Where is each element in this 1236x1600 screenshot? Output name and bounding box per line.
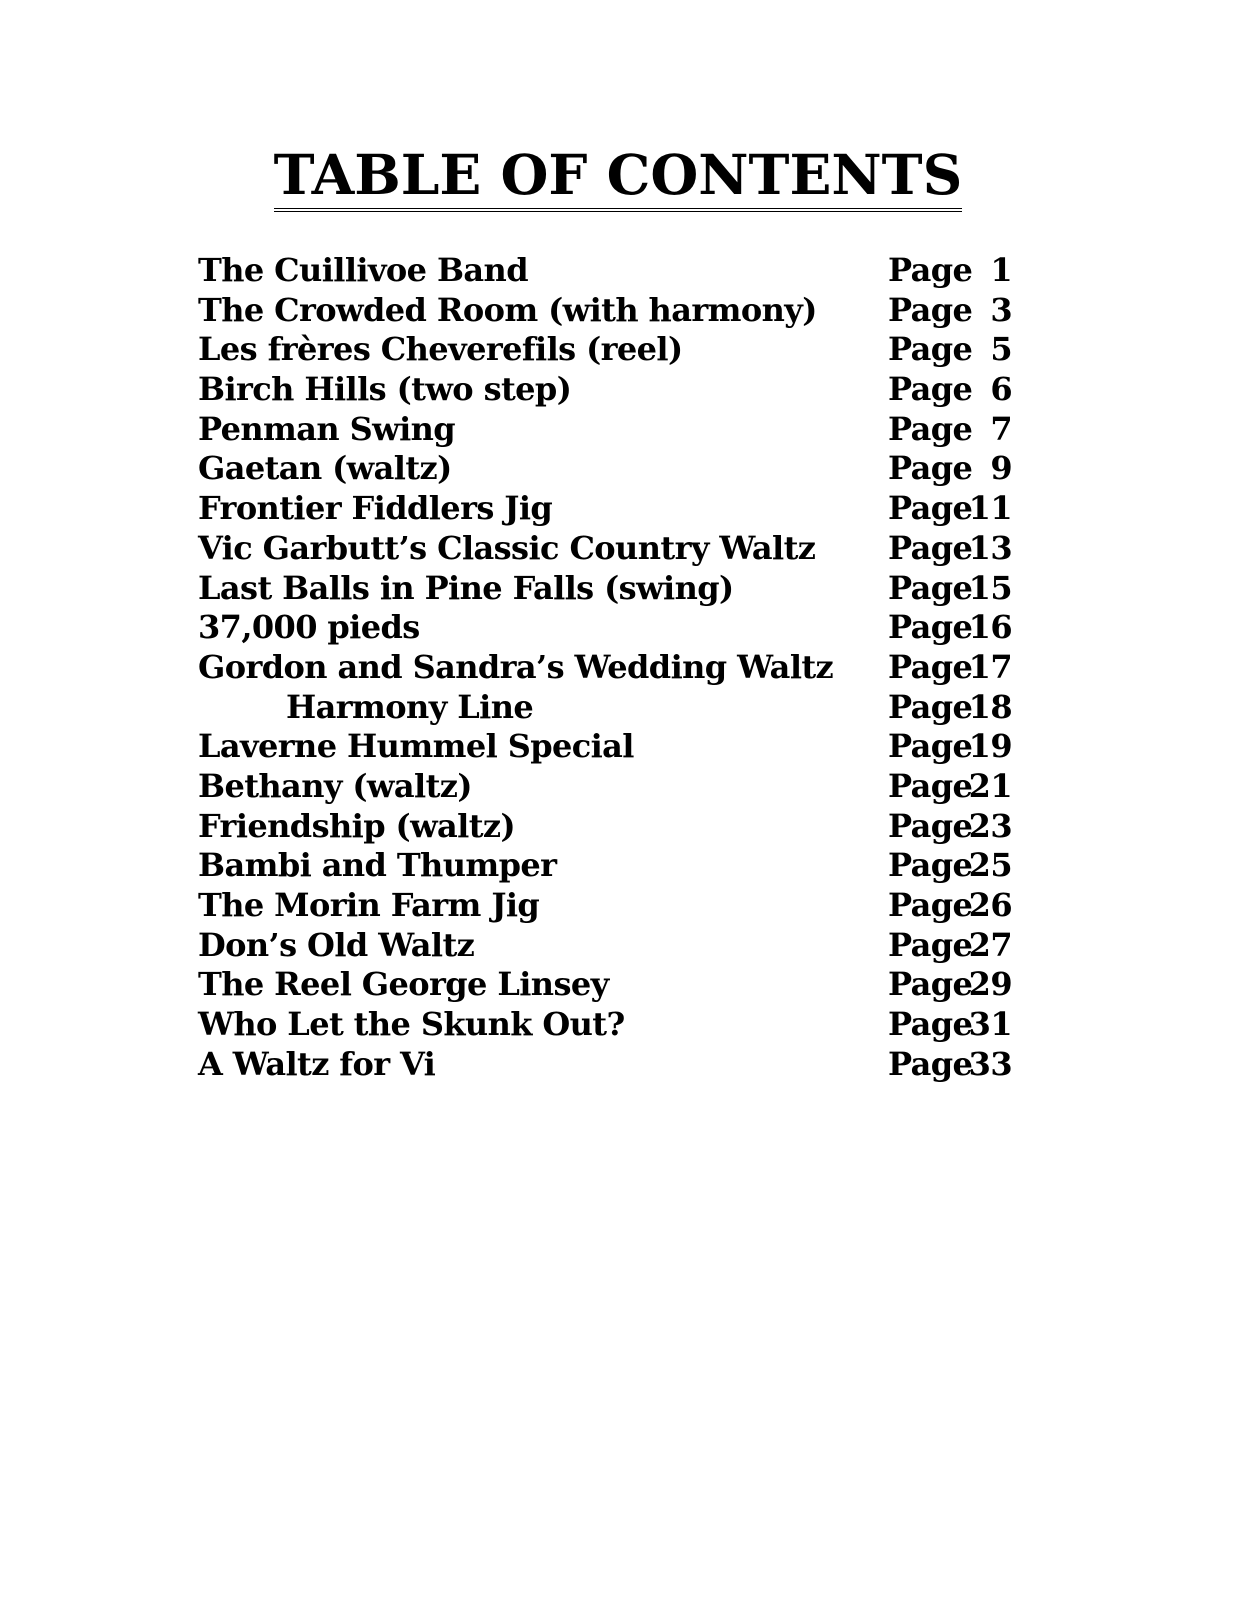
toc-page-label: Page <box>888 886 973 924</box>
toc-entry-title: Don’s Old Waltz <box>198 925 475 964</box>
toc-entry-sub <box>198 688 1018 728</box>
toc-entry-title: Frontier Fiddlers Jig <box>198 489 553 528</box>
toc-page-number: 6 <box>990 370 1012 409</box>
toc-entry <box>198 807 1018 847</box>
toc-page-number: 29 <box>968 965 1012 1004</box>
toc-page-number: 26 <box>968 886 1012 924</box>
toc-entry-title: The Morin Farm Jig <box>198 886 540 924</box>
toc-entry-title: Last Balls in Pine Falls (swing) <box>198 568 734 607</box>
toc-entry-title: 37,000 pieds <box>198 608 420 647</box>
toc-entry <box>198 449 1018 489</box>
toc-entry <box>198 1045 1018 1085</box>
toc-entry <box>198 846 1018 886</box>
toc-page-label: Page <box>888 727 973 766</box>
toc-page-number: 11 <box>968 489 1012 528</box>
toc-entry-title: Vic Garbutt’s Classic Country Waltz <box>198 528 816 567</box>
toc-page-label: Page <box>888 965 973 1004</box>
toc-page-number: 7 <box>990 409 1012 448</box>
toc-page-number: 21 <box>968 766 1012 805</box>
toc-page-number: 16 <box>968 608 1012 647</box>
toc-entry <box>198 648 1018 688</box>
toc-entry-title: Gordon and Sandra’s Wedding Waltz <box>198 647 834 686</box>
toc-page-number: 23 <box>968 806 1012 845</box>
toc-entry <box>198 489 1018 529</box>
toc-page-label: Page <box>888 330 973 369</box>
toc-entry <box>198 1005 1018 1045</box>
toc-page-number: 9 <box>990 449 1012 488</box>
toc-entry-title: The Crowded Room (with harmony) <box>198 290 817 329</box>
toc-page-number: 3 <box>990 290 1012 329</box>
toc-entry <box>198 569 1018 609</box>
toc-entry <box>198 529 1018 569</box>
toc-page-label: Page <box>888 290 973 329</box>
toc-page-label: Page <box>888 449 973 488</box>
toc-list <box>198 251 1018 1084</box>
toc-entry <box>198 886 1018 926</box>
toc-page-number: 17 <box>968 647 1012 686</box>
toc-page-label: Page <box>888 528 973 567</box>
toc-entry-title: Penman Swing <box>198 409 456 448</box>
toc-page-label: Page <box>888 647 973 686</box>
toc-entry <box>198 370 1018 410</box>
toc-page-label: Page <box>888 608 973 647</box>
toc-entry-title: Laverne Hummel Special <box>198 727 634 766</box>
toc-entry <box>198 291 1018 331</box>
toc-page-number: 13 <box>968 528 1012 567</box>
toc-page-number: 1 <box>990 251 1012 289</box>
toc-entry <box>198 727 1018 767</box>
toc-page-label: Page <box>888 846 973 885</box>
toc-entry-title: A Waltz for Vi <box>198 1044 436 1083</box>
toc-page-number: 5 <box>990 330 1012 369</box>
toc-page-label: Page <box>888 568 973 607</box>
toc-page-label: Page <box>888 687 973 726</box>
toc-page-label: Page <box>888 806 973 845</box>
toc-page-number: 18 <box>968 687 1012 726</box>
toc-page-label: Page <box>888 1044 973 1083</box>
toc-entry-title: The Reel George Linsey <box>198 965 609 1004</box>
toc-page-number: 27 <box>968 925 1012 964</box>
toc-page-label: Page <box>888 925 973 964</box>
toc-entry <box>198 767 1018 807</box>
toc-page-number: 15 <box>968 568 1012 607</box>
toc-page-number: 31 <box>968 1005 1012 1044</box>
toc-entry-title: Les frères Cheverefils (reel) <box>198 330 683 369</box>
toc-entry-title: Gaetan (waltz) <box>198 449 452 488</box>
toc-page-label: Page <box>888 489 973 528</box>
toc-entry-title: Friendship (waltz) <box>198 806 515 845</box>
toc-page-number: 25 <box>968 846 1012 885</box>
toc-entry <box>198 926 1018 966</box>
toc-page-label: Page <box>888 766 973 805</box>
toc-page-label: Page <box>888 370 973 409</box>
toc-entry <box>198 330 1018 370</box>
toc-entry <box>198 965 1018 1005</box>
toc-entry-title: Who Let the Skunk Out? <box>198 1005 625 1044</box>
toc-page-number: 19 <box>968 727 1012 766</box>
toc-entry <box>198 608 1018 648</box>
toc-entry-title: Bethany (waltz) <box>198 766 472 805</box>
toc-entry <box>198 410 1018 450</box>
toc-entry-title: Birch Hills (two step) <box>198 370 572 409</box>
toc-page-label: Page <box>888 409 973 448</box>
toc-page-number: 33 <box>968 1044 1012 1083</box>
page-title-text: TABLE OF CONTENTS <box>274 144 963 212</box>
toc-entry-title: Harmony Line <box>286 687 534 726</box>
toc-entry <box>198 251 1018 291</box>
toc-entry-title: Bambi and Thumper <box>198 846 557 885</box>
toc-page-label: Page <box>888 251 973 289</box>
toc-page-label: Page <box>888 1005 973 1044</box>
page-title <box>0 140 1236 212</box>
toc-entry-title: The Cuillivoe Band <box>198 251 528 289</box>
